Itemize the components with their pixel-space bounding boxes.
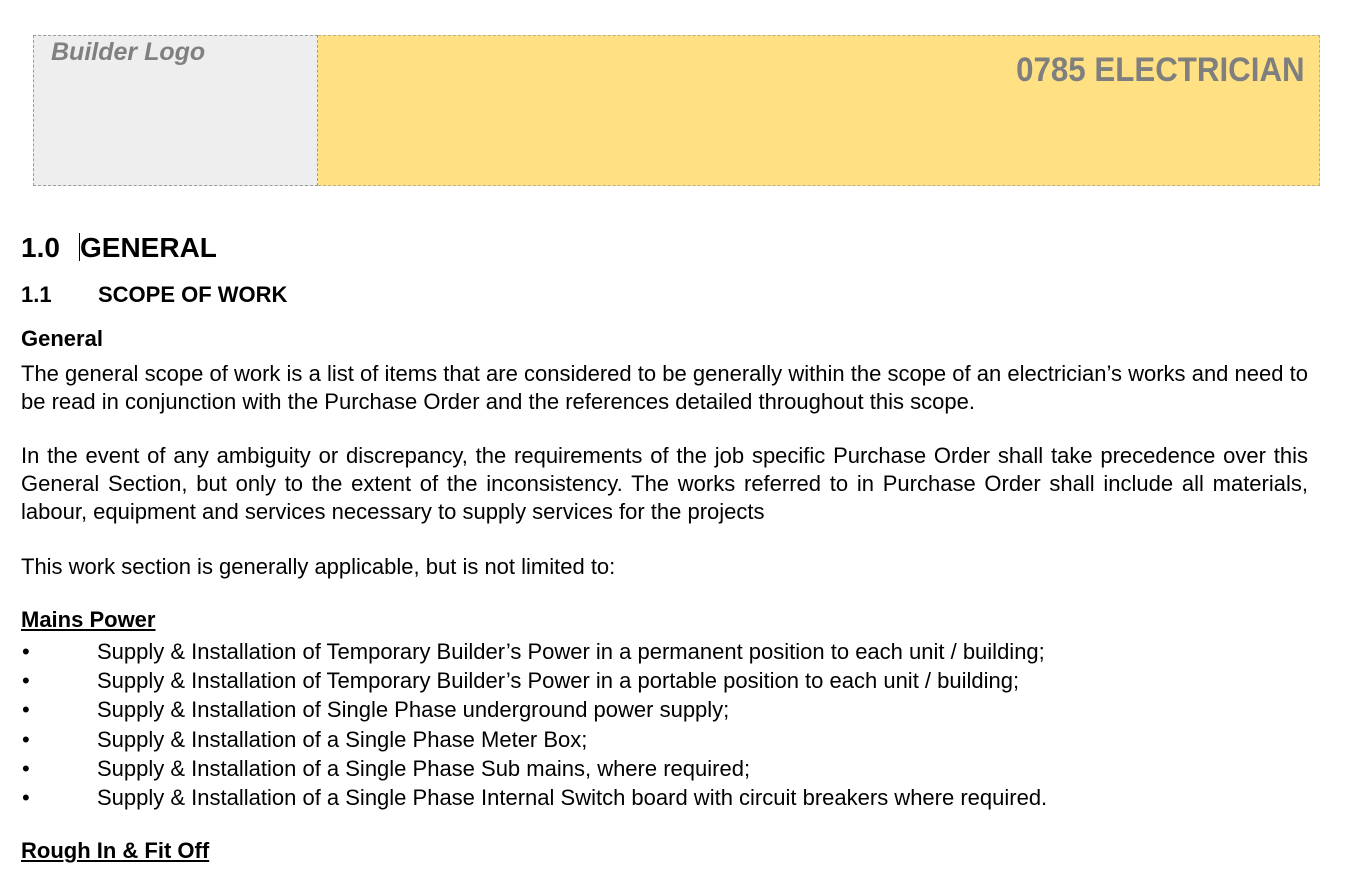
subsection-number: 1.1 <box>21 282 52 307</box>
rough-in-fit-off-heading: Rough In & Fit Off <box>21 838 210 863</box>
builder-logo-text: Builder Logo <box>51 38 206 66</box>
bullet-icon: • <box>22 726 30 752</box>
bullet-icon: • <box>22 697 30 723</box>
section-title: GENERAL <box>80 232 217 263</box>
bullet-icon: • <box>22 639 30 664</box>
section-heading-general <box>21 232 217 264</box>
document-header <box>33 35 1320 186</box>
builder-logo-placeholder <box>33 35 318 186</box>
paragraph-ambiguity: In the event of any ambiguity or discrepancy, the requirements of the job specific Purchase Order shall take precedence over this General Section, but only to the extent of the inconsistency. The works referred to in Purchase Order shall include all materials, labour, equipment and services necessary to supply services for the projects <box>21 443 1308 524</box>
paragraph-general-scope: The general scope of work is a list of items that are considered to be generally within the scope of an electrician’s works and need to be read in conjunction with the Purchase Order and the references detailed throughout this scope. <box>21 361 1308 414</box>
header-title-banner <box>318 35 1320 186</box>
bullet-icon: • <box>22 755 30 781</box>
paragraph-applicable: This work section is generally applicable, but is not limited to: <box>21 554 616 579</box>
mains-power-heading: Mains Power <box>21 607 156 632</box>
subsection-title: SCOPE OF WORK <box>98 282 288 307</box>
bullet-icon: • <box>22 784 30 810</box>
section-number: 1.0 <box>21 232 60 263</box>
general-heading: General <box>21 326 103 351</box>
document-title: 0785 ELECTRICIAN <box>1016 51 1305 89</box>
bullet-icon: • <box>22 668 30 694</box>
subsection-heading-scope <box>21 282 287 308</box>
